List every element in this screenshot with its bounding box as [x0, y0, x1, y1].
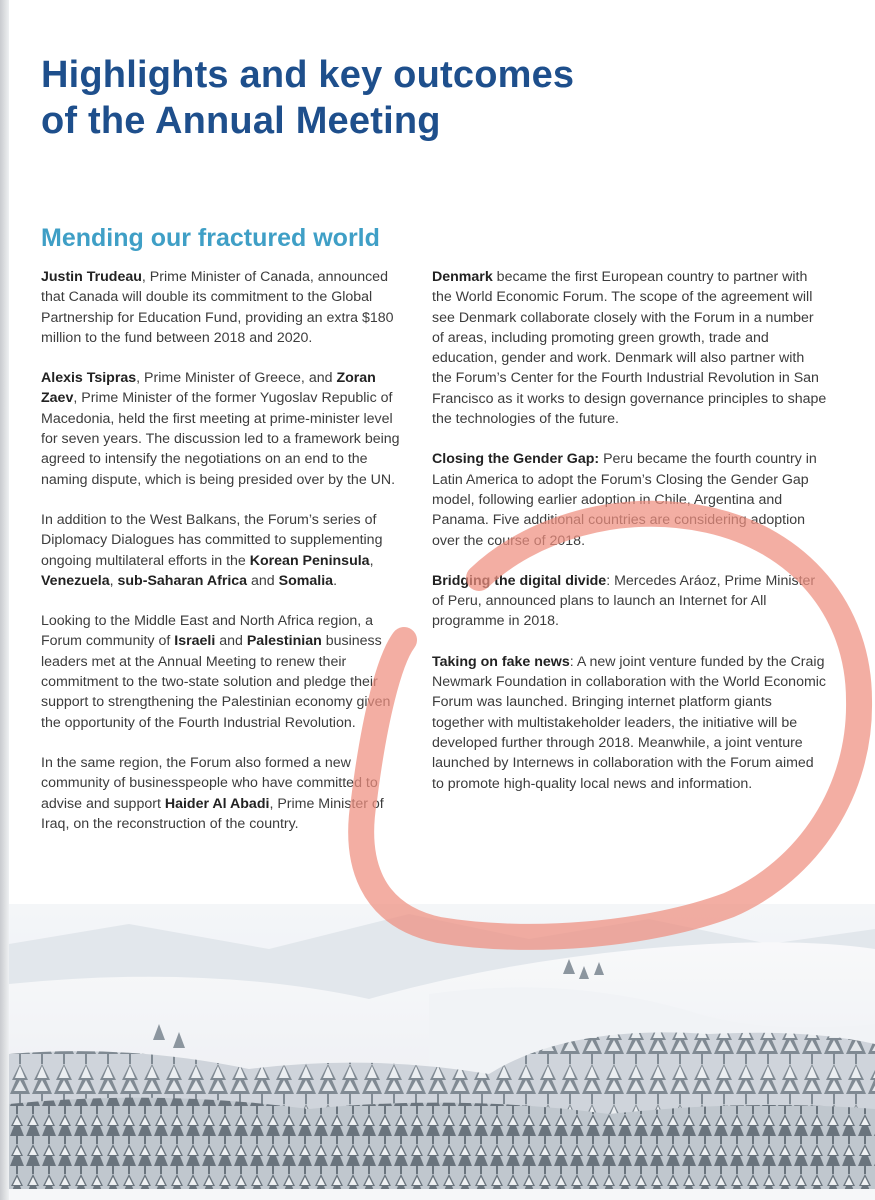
paragraph-text: Peru became the fourth country in Latin America to adopt the Forum’s Closing the Gender Gap model, following earlier adoption in Chile, Argentina and Panama. Five additional countries are considering adoption over the course of 2018. — [432, 451, 817, 549]
paragraph-text: business leaders met at the Annual Meeting to renew their commitment to the two-state solution and pledge their support to strengthening the Palestinian economy given the opportunity of the Fourth Industrial Revolution. — [41, 633, 391, 731]
paragraph-denmark — [432, 267, 827, 429]
paragraph-digital-divide — [432, 571, 827, 632]
bold-name: Haider Al Abadi — [164, 795, 270, 812]
paragraph-diplomacy-dialogues — [41, 510, 411, 591]
paragraph-text: and — [215, 633, 247, 650]
paragraph-iraq — [41, 753, 411, 834]
bold-region: Somalia — [278, 572, 334, 589]
paragraph-text: , Prime Minister of Greece, and — [136, 370, 337, 387]
paragraph-text: , Prime Minister of Iraq, on the reconstruction of the country. — [41, 795, 384, 832]
paragraph-text: : A new joint venture funded by the Craig Newmark Foundation in collaboration with the World Economic Forum was launched. Bringing internet platform giants together with multistakeholder leaders, the initiative will be developed further through 2018. Meanwhile, a joint venture launched by Internews in collaboration with the Forum aimed to promote high-quality local news and information. — [432, 653, 827, 792]
page-title-line-1: Highlights and key outcomes — [41, 54, 575, 96]
paragraph-gender-gap — [432, 449, 827, 550]
paragraph-text: , Prime Minister of Canada, announced that Canada will double its commitment to the Global Partnership for Education Fund, providing an extra $180 million to the fund between 2018 and 2020. — [41, 269, 394, 346]
paragraph-text: Looking to the Middle East and North Africa region, a Forum community of — [41, 613, 374, 650]
paragraph-text: : Mercedes Aráoz, Prime Minister of Peru, announced plans to launch an Internet for All programme in 2018. — [432, 572, 816, 630]
page-title — [41, 52, 574, 144]
landscape-illustration — [9, 904, 875, 1189]
section-heading: Mending our fractured world — [41, 224, 380, 252]
paragraph-text: and — [247, 572, 279, 589]
paragraph-text: , — [109, 572, 118, 589]
page-bottom-margin — [9, 1189, 875, 1200]
paragraph-text: , Prime Minister of the former Yugoslav Republic of Macedonia, held the first meeting at prime-minister level for seven years. The discussion led to a framework being agreed to intensify the negotiations on an end to the naming dispute, which is being presided over by the UN. — [41, 390, 400, 488]
bold-term: Taking on fake news — [432, 653, 570, 670]
bold-region: Korean Peninsula — [249, 552, 370, 569]
right-column — [432, 267, 827, 814]
bold-term: Closing the Gender Gap: — [432, 451, 600, 468]
paragraph-trudeau — [41, 267, 411, 348]
bold-name: Justin Trudeau — [41, 269, 142, 285]
bold-name: Zoran Zaev — [41, 370, 376, 407]
bold-region: sub-Saharan Africa — [117, 572, 248, 589]
bold-term: Palestinian — [246, 633, 322, 650]
paragraph-text: became the first European country to partner with the World Economic Forum. The scope of the agreement will see Denmark collaborate closely with the Forum in a number of areas, including promoting green growth, trade and education, gender and work. Denmark will also partner with the Forum’s Center for the Fourth Industrial Revolution in San Francisco as it works to design governance principles to shape the technologies of the future. — [432, 269, 827, 428]
paragraph-text: , — [369, 552, 374, 569]
paragraph-text: In the same region, the Forum also formed a new community of businesspeople who have committed to advise and support — [41, 754, 378, 812]
bold-name: Alexis Tsipras — [41, 370, 137, 387]
paragraph-tsipras-zaev — [41, 368, 411, 490]
document-page — [9, 0, 875, 1200]
paragraph-fake-news — [432, 652, 827, 794]
bold-term: Bridging the digital divide — [432, 572, 607, 589]
bold-term: Israeli — [174, 633, 216, 650]
paragraph-text: . — [333, 572, 338, 589]
snowy-landscape-photo — [9, 904, 875, 1189]
bold-term: Denmark — [432, 269, 493, 285]
paragraph-text: In addition to the West Balkans, the Forum’s series of Diplomacy Dialogues has committed to supplementing ongoing multilateral efforts in the — [41, 511, 383, 569]
bold-region: Venezuela — [41, 572, 110, 589]
page-edge-shadow — [0, 0, 9, 1200]
page-title-line-2: of the Annual Meeting — [41, 100, 441, 142]
paragraph-middle-east — [41, 611, 411, 733]
left-column — [41, 267, 411, 854]
